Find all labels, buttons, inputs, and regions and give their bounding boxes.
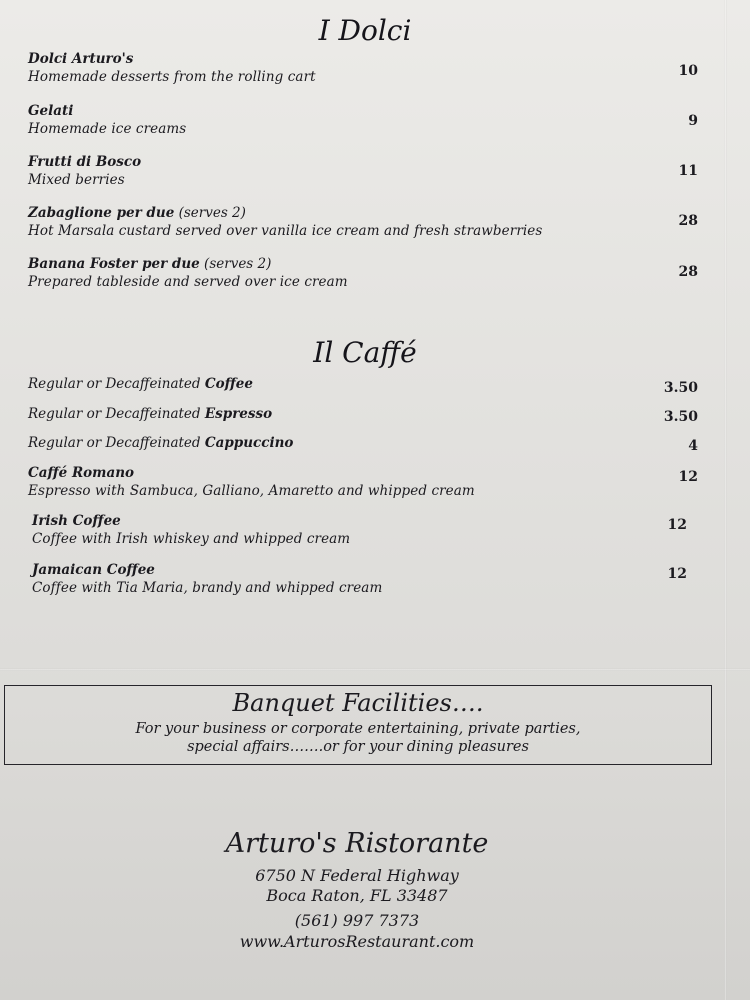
- coffee-item: [28, 435, 698, 454]
- banquet-box: [4, 685, 712, 765]
- coffee-name-text: Cappuccino: [204, 435, 294, 451]
- dessert-name-text: Dolci Arturo's: [28, 51, 134, 67]
- coffee-prefix: Regular or Decaffeinated: [28, 435, 205, 451]
- coffee-name: [28, 435, 698, 451]
- dessert-price: 28: [678, 213, 698, 229]
- dessert-price: 11: [678, 163, 698, 179]
- dessert-name: [28, 51, 698, 67]
- coffee-prefix: Regular or Decaffeinated: [28, 406, 205, 422]
- dessert-name-text: Gelati: [28, 103, 74, 119]
- coffee-name-text: Coffee: [204, 376, 253, 392]
- banquet-title: Banquet Facilities….: [232, 689, 484, 717]
- dessert-description: Homemade desserts from the rolling cart: [28, 69, 316, 85]
- banquet-description-line: special affairs…….or for your dining pleasures: [187, 739, 529, 755]
- coffee-name: [28, 465, 698, 481]
- address-street: 6750 N Federal Highway: [255, 866, 459, 885]
- dessert-description: Mixed berries: [28, 172, 125, 188]
- coffee-name-text: Jamaican Coffee: [32, 562, 155, 578]
- paper-fold-horizontal: [0, 668, 750, 671]
- dessert-name-text: Zabaglione per due: [28, 205, 175, 221]
- coffee-price: 12: [667, 566, 687, 582]
- dessert-item: [28, 205, 698, 239]
- coffee-name-text: Espresso: [204, 406, 273, 422]
- paper-fold-vertical: [724, 0, 727, 1000]
- dessert-serving-note: (serves 2): [199, 256, 272, 272]
- dessert-item: [28, 256, 698, 290]
- dessert-serving-note: (serves 2): [174, 205, 246, 221]
- coffee-name-text: Irish Coffee: [32, 513, 121, 529]
- coffee-item: [28, 376, 698, 396]
- restaurant-name: Arturo's Ristorante: [225, 828, 489, 859]
- coffee-description: Coffee with Tia Maria, brandy and whipped cream: [32, 580, 383, 596]
- dessert-name: [28, 256, 698, 272]
- coffee-prefix: Regular or Decaffeinated: [28, 376, 205, 392]
- coffee-description: Espresso with Sambuca, Galliano, Amaretto and whipped cream: [28, 483, 475, 499]
- dessert-name: [28, 154, 698, 170]
- dessert-item: [28, 51, 698, 85]
- website-url: www.ArturosRestaurant.com: [239, 932, 475, 951]
- dessert-description: Hot Marsala custard served over vanilla ice cream and fresh strawberries: [28, 223, 543, 239]
- coffee-item: [32, 562, 687, 596]
- coffee-price: 4: [688, 438, 698, 454]
- dessert-name-text: Banana Foster per due: [28, 256, 200, 272]
- address-city: Boca Raton, FL 33487: [266, 886, 448, 905]
- coffee-description: Coffee with Irish whiskey and whipped cream: [32, 531, 351, 547]
- coffee-item: [32, 513, 687, 547]
- dessert-name-text: Frutti di Bosco: [28, 154, 142, 170]
- dessert-description: Homemade ice creams: [28, 121, 187, 137]
- dessert-name: [28, 205, 698, 221]
- coffee-name: [32, 513, 687, 529]
- coffee-item: [28, 406, 698, 425]
- dessert-name: [28, 103, 698, 119]
- caffe-section-title: Il Caffé: [313, 336, 417, 369]
- dessert-item: [28, 154, 698, 188]
- dessert-description: Prepared tableside and served over ice cream: [28, 274, 348, 290]
- coffee-price: 12: [678, 469, 698, 485]
- coffee-price: 3.50: [663, 409, 698, 425]
- dessert-price: 10: [678, 63, 698, 79]
- dessert-item: [28, 103, 698, 137]
- coffee-name: [32, 562, 687, 578]
- banquet-description-line: For your business or corporate entertaining, private parties,: [135, 721, 581, 737]
- coffee-name: [28, 406, 698, 422]
- coffee-name: [28, 376, 698, 392]
- coffee-name-text: Caffé Romano: [28, 465, 135, 481]
- dolci-section-title: I Dolci: [318, 14, 412, 47]
- dessert-price: 28: [678, 264, 698, 280]
- coffee-price: 3.50: [663, 380, 698, 396]
- phone-number: (561) 997 7373: [294, 911, 420, 930]
- coffee-price: 12: [667, 517, 687, 533]
- dessert-price: 9: [688, 113, 698, 129]
- coffee-item: [28, 465, 698, 499]
